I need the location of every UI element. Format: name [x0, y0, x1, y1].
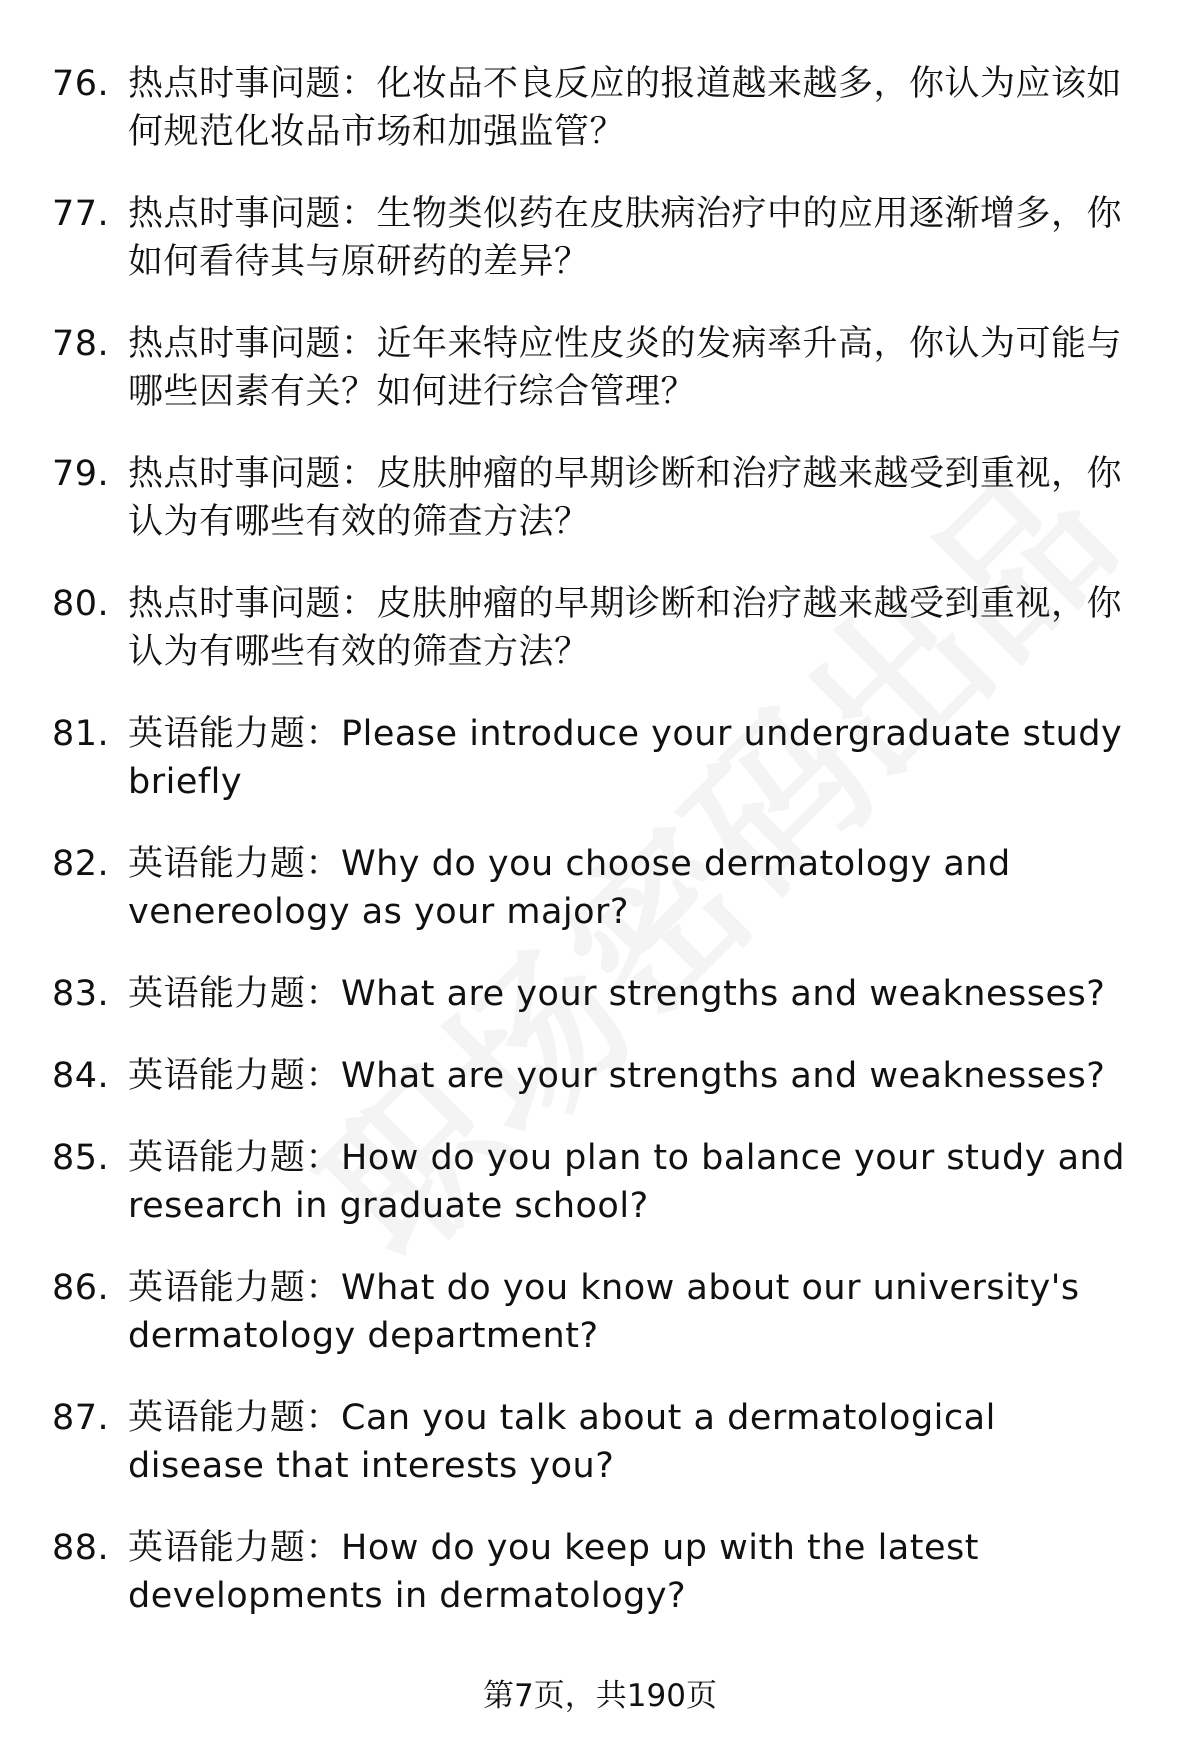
question-item [52, 580, 1142, 676]
question-text: 热点时事问题：化妆品不良反应的报道越来越多，你认为应该如何规范化妆品市场和加强监管？ [128, 64, 1123, 152]
question-list [52, 60, 1142, 1654]
question-number: 83. [52, 974, 110, 1014]
question-number: 82. [52, 844, 110, 884]
question-item [52, 1524, 1142, 1620]
question-item [52, 60, 1142, 156]
question-item [52, 1052, 1142, 1100]
question-item [52, 450, 1142, 546]
question-item [52, 1134, 1142, 1230]
question-text: 英语能力题：What are your strengths and weaknesses? [128, 1056, 1106, 1096]
question-number: 76. [52, 64, 110, 104]
question-text: 英语能力题：How do you keep up with the latest developments in dermatology? [128, 1528, 979, 1616]
question-text: 热点时事问题：生物类似药在皮肤病治疗中的应用逐渐增多，你如何看待其与原研药的差异？ [128, 194, 1123, 282]
question-number: 80. [52, 584, 110, 624]
question-number: 79. [52, 454, 110, 494]
question-item [52, 1394, 1142, 1490]
question-text: 英语能力题：Can you talk about a dermatological disease that interests you? [128, 1398, 996, 1486]
question-text: 英语能力题：What do you know about our university's dermatology department? [128, 1268, 1080, 1356]
question-item [52, 970, 1142, 1018]
question-number: 85. [52, 1138, 110, 1178]
question-number: 81. [52, 714, 110, 754]
question-text: 热点时事问题：皮肤肿瘤的早期诊断和治疗越来越受到重视，你认为有哪些有效的筛查方法？ [128, 584, 1123, 672]
question-item [52, 190, 1142, 286]
question-number: 84. [52, 1056, 110, 1096]
question-number: 86. [52, 1268, 110, 1308]
question-number: 77. [52, 194, 110, 234]
page-indicator: 第7页，共190页 [483, 1678, 717, 1714]
question-item [52, 1264, 1142, 1360]
question-text: 英语能力题：What are your strengths and weaknesses? [128, 974, 1106, 1014]
question-text: 热点时事问题：近年来特应性皮炎的发病率升高，你认为可能与哪些因素有关？如何进行综合管理？ [128, 324, 1123, 412]
question-item [52, 710, 1142, 806]
question-number: 88. [52, 1528, 110, 1568]
question-text: 热点时事问题：皮肤肿瘤的早期诊断和治疗越来越受到重视，你认为有哪些有效的筛查方法？ [128, 454, 1123, 542]
question-text: 英语能力题：How do you plan to balance your study and research in graduate school? [128, 1138, 1125, 1226]
question-number: 78. [52, 324, 110, 364]
question-item [52, 840, 1142, 936]
question-text: 英语能力题：Please introduce your undergraduate study briefly [128, 714, 1123, 802]
question-text: 英语能力题：Why do you choose dermatology and venereology as your major? [128, 844, 1011, 932]
question-number: 87. [52, 1398, 110, 1438]
question-item [52, 320, 1142, 416]
